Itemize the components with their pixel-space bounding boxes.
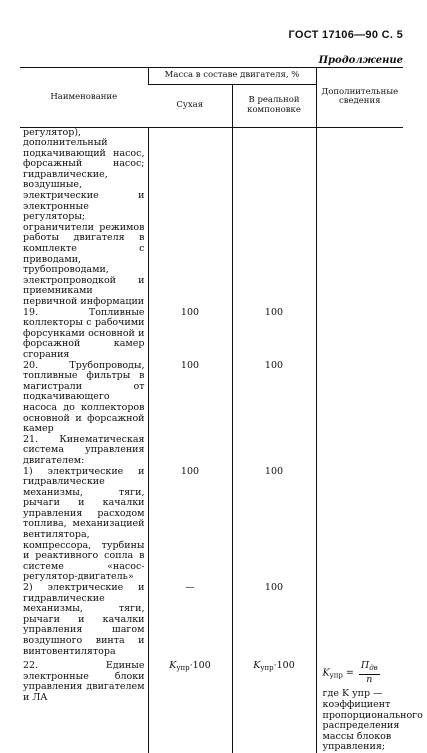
row-dry: 100 bbox=[148, 361, 232, 435]
k-subscript: упр bbox=[329, 671, 343, 680]
fraction-denominator: n bbox=[366, 673, 373, 685]
row-name: 19. Топливные коллекторы с рабочими форсунками основной и форсажной камер сгорания bbox=[23, 306, 145, 360]
header-extra: Дополнительные сведения bbox=[316, 68, 403, 128]
k-subscript: упр bbox=[260, 664, 274, 673]
table-row bbox=[20, 361, 403, 435]
k-symbol: K bbox=[322, 667, 330, 679]
table-row bbox=[20, 467, 403, 584]
formula-note: где K упр — коэффициент пропорционального распределения массы блоков управления; bbox=[322, 688, 423, 753]
row-real: 100 bbox=[232, 308, 316, 361]
table-row bbox=[20, 308, 403, 361]
header-name: Наименование bbox=[20, 68, 148, 128]
row-dry: — bbox=[148, 583, 232, 657]
row-real: 100 bbox=[232, 361, 316, 435]
header-mass-group: Масса в составе двигателя, % bbox=[148, 68, 316, 85]
k-symbol: K bbox=[169, 660, 177, 672]
table-row bbox=[20, 583, 403, 657]
row-name: регулятор), дополнительный подкачивающий насос, форсажный насос; гидравлические, воздушные, электрические и электронные регуляторы; ограничители режимов работы двигателя в комплекте с приводами, трубопроводами, электропроводкой и приемниками первичной информации bbox=[23, 126, 145, 307]
header-dry: Сухая bbox=[148, 84, 232, 127]
table-row bbox=[20, 127, 403, 308]
row-dry bbox=[148, 127, 232, 308]
row-dry-formula bbox=[148, 657, 232, 753]
equals-sign: = bbox=[345, 667, 354, 679]
mass-table bbox=[20, 67, 423, 753]
header-real: В реальной компоновке bbox=[232, 84, 316, 127]
row-name: 1) электрические и гидравлические механизмы, тяги, рычаги и качалки управления расходом топлива, механизацией вентилятора, компрессора, турбины и реактивного сопла в системе «насос-регулятор-двигатель» bbox=[23, 465, 145, 583]
row-dry: 100 bbox=[148, 467, 232, 584]
table-row bbox=[20, 435, 403, 467]
row-name: 22. Единые электронные блоки управления двигателем и ЛА bbox=[23, 660, 145, 703]
row-dry: 100 bbox=[148, 308, 232, 361]
row-name: 21. Кинематическая система управления двигателем: bbox=[23, 433, 145, 466]
table-row bbox=[20, 657, 403, 753]
row-name: 20. Трубопроводы, топливные фильтры в магистрали от подкачивающего насоса до коллекторов основной и форсажной камер bbox=[23, 359, 145, 435]
fraction bbox=[359, 661, 380, 685]
row-name: 2) электрические и гидравлические механизмы, тяги, рычаги и качалки управления шагом воздушного винта и винтовентилятора bbox=[23, 582, 145, 657]
row-real-formula bbox=[232, 657, 316, 753]
formula bbox=[323, 661, 401, 685]
page-header: ГОСТ 17106—90 С. 5 bbox=[288, 29, 403, 41]
times-100: ·100 bbox=[189, 660, 211, 672]
row-real: 100 bbox=[232, 467, 316, 584]
row-extra bbox=[316, 657, 423, 753]
row-real: 100 bbox=[232, 583, 316, 657]
times-100: ·100 bbox=[273, 660, 295, 672]
continuation-label: Продолжение bbox=[318, 55, 403, 66]
row-real bbox=[232, 435, 316, 467]
k-symbol: K bbox=[253, 660, 261, 672]
row-real bbox=[232, 127, 316, 308]
fraction-numerator: $П_{дв}$ bbox=[359, 661, 380, 675]
row-dry bbox=[148, 435, 232, 467]
k-subscript: упр bbox=[176, 664, 190, 673]
